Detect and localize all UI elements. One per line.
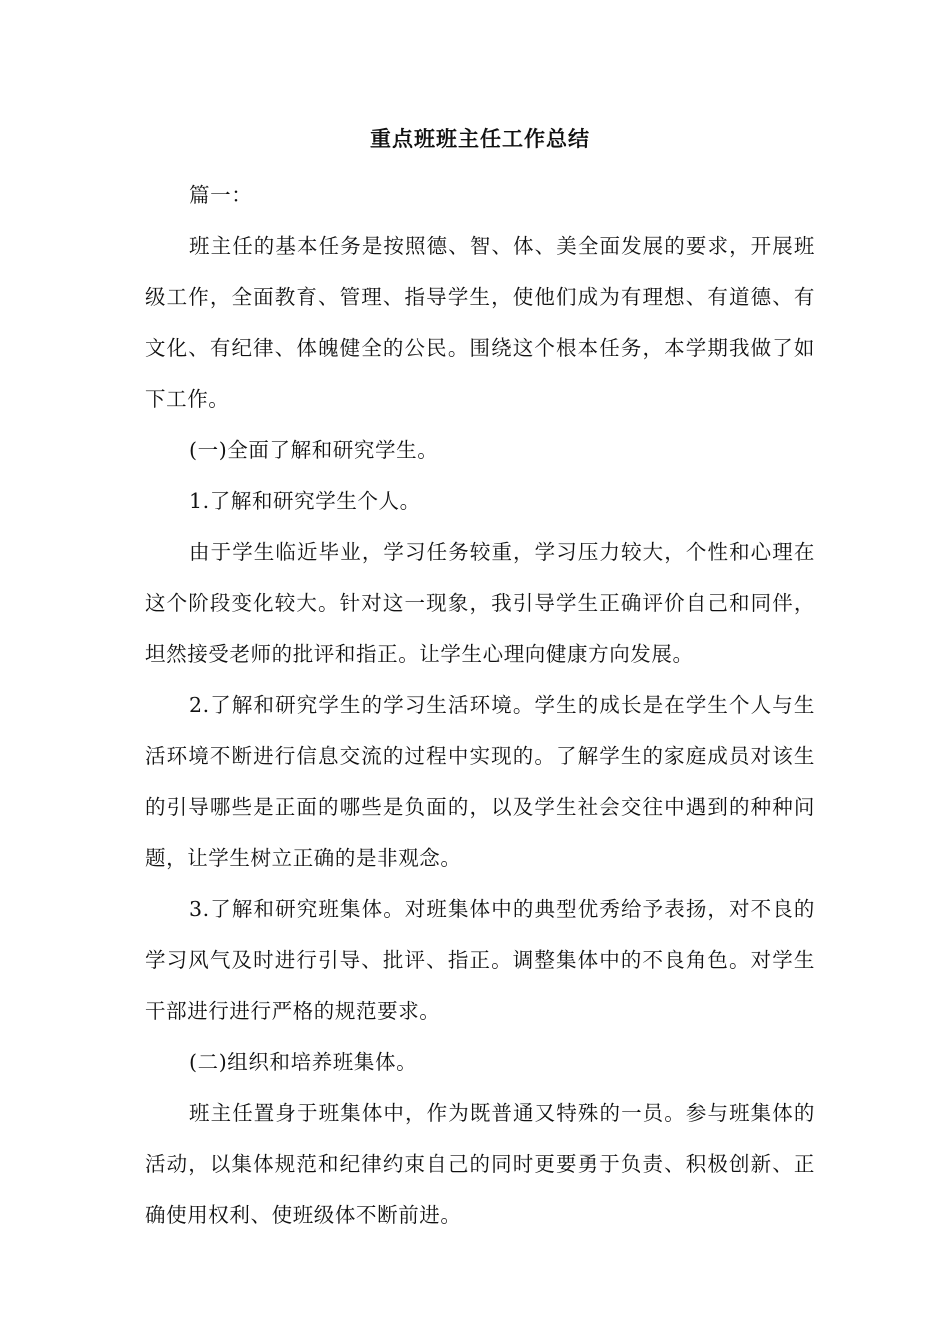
paragraph-intro: 班主任的基本任务是按照德、智、体、美全面发展的要求，开展班级工作，全面教育、管理、指导学生，使他们成为有理想、有道德、有文化、有纪律、体魄健全的公民。围绕这个根本任务，本学期我做了如下工作。 bbox=[145, 234, 815, 411]
subheading-individual: 1.了解和研究学生个人。 bbox=[189, 489, 421, 513]
document-body bbox=[145, 118, 815, 1241]
paragraph-individual: 由于学生临近毕业，学习任务较重，学习压力较大，个性和心理在这个阶段变化较大。针对这一现象，我引导学生正确评价自己和同伴，坦然接受老师的批评和指正。让学生心理向健康方向发展。 bbox=[145, 540, 815, 666]
paragraph-organize-class: 班主任置身于班集体中，作为既普通又特殊的一员。参与班集体的活动，以集体规范和纪律约束自己的同时更要勇于负责、积极创新、正确使用权利、使班级体不断前进。 bbox=[145, 1101, 815, 1227]
paragraph-class-collective: 3.了解和研究班集体。对班集体中的典型优秀给予表扬，对不良的学习风气及时进行引导、批评、指正。调整集体中的不良角色。对学生干部进行进行严格的规范要求。 bbox=[145, 897, 815, 1023]
heading-understand-students: (一)全面了解和研究学生。 bbox=[189, 438, 439, 462]
heading-organize-class: (二)组织和培养班集体。 bbox=[189, 1050, 418, 1074]
section-label-part-one: 篇一： bbox=[189, 183, 253, 207]
document-title: 重点班班主任工作总结 bbox=[370, 126, 590, 151]
paragraph-environment: 2.了解和研究学生的学习生活环境。学生的成长是在学生个人与生活环境不断进行信息交流的过程中实现的。了解学生的家庭成员对该生的引导哪些是正面的哪些是负面的，以及学生社会交往中遇到的种种问题，让学生树立正确的是非观念。 bbox=[145, 693, 815, 870]
